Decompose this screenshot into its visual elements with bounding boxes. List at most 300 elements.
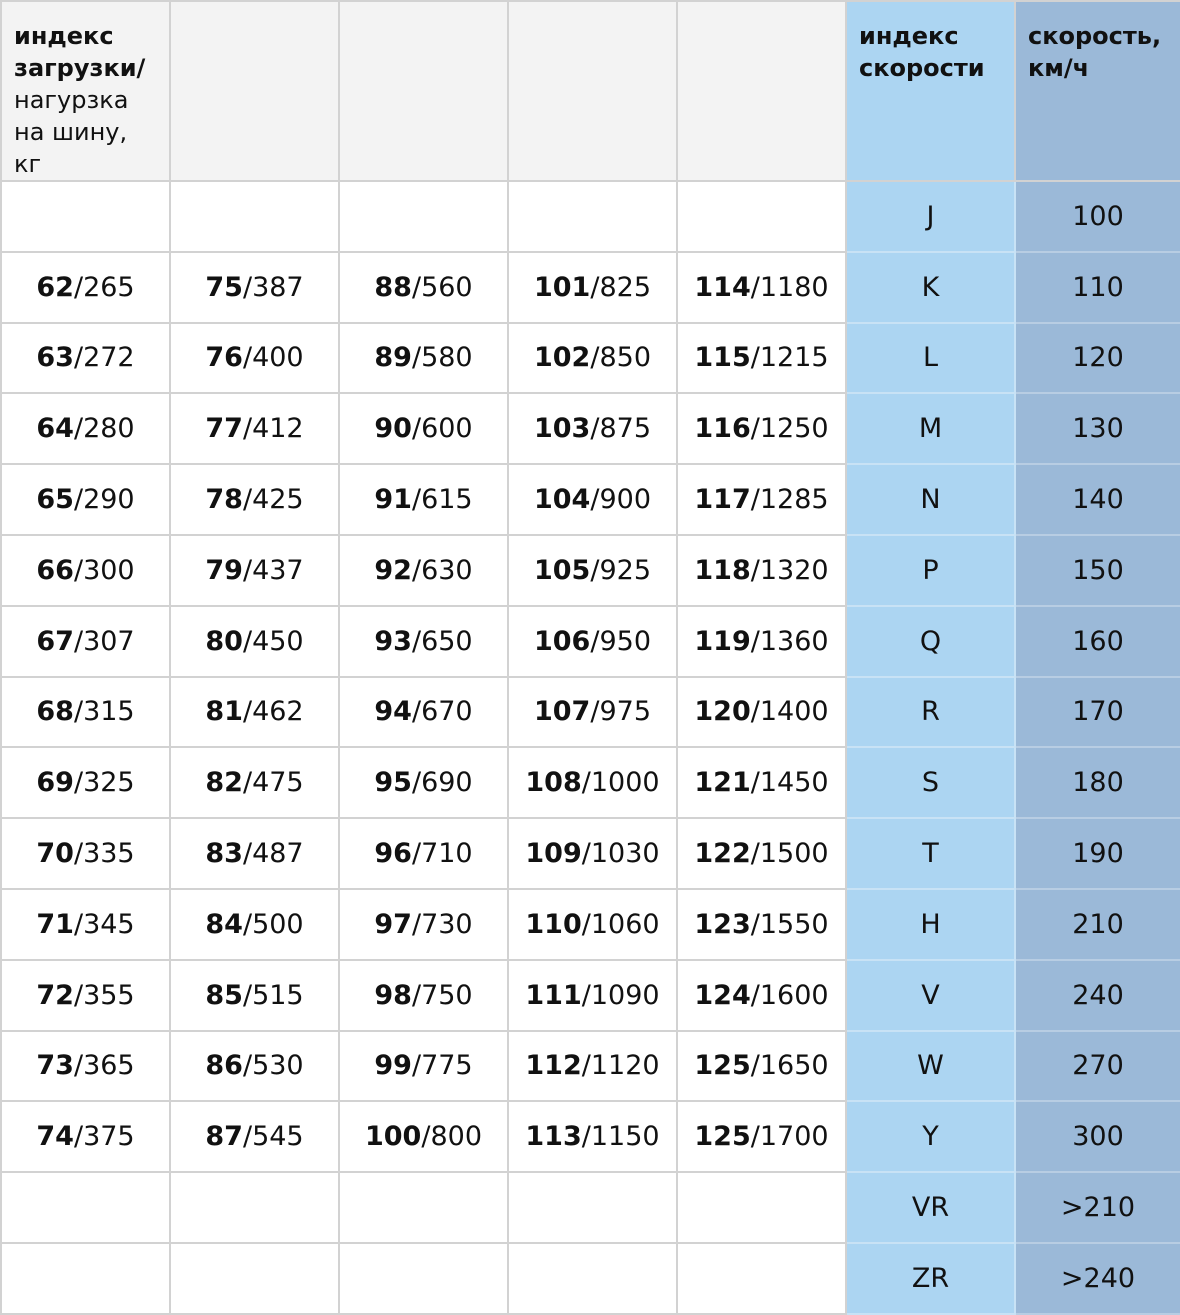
load-cell [1,1031,170,1102]
load-cell [170,677,339,748]
load-index-value: 89 [374,342,412,374]
separator: / [411,413,422,445]
table-row [1,393,1180,464]
load-cell [508,747,677,818]
load-index-value: 111 [525,979,582,1011]
load-index-value: 68 [36,696,74,728]
load-cell [508,606,677,677]
speed-index-header-title: индекс скорости [859,22,985,82]
load-kg-value: 1550 [759,908,829,940]
load-index-header [1,1,170,181]
load-kg-value: 530 [252,1050,304,1082]
load-kg-value: 615 [421,484,473,516]
load-cell [170,747,339,818]
separator: / [750,767,760,799]
separator: / [750,554,760,586]
load-kg-value: 875 [599,413,652,445]
separator: / [750,413,760,445]
load-cell [508,677,677,748]
load-index-value: 88 [374,271,412,303]
speed-index-cell: T [846,818,1015,889]
load-kg-value: 345 [83,908,135,940]
table-row [1,1031,1180,1102]
load-kg-value: 515 [252,979,304,1011]
load-index-value: 86 [205,1050,243,1082]
table-row [1,818,1180,889]
load-index-value: 76 [205,342,243,374]
speed-index-cell: M [846,393,1015,464]
load-cell [170,252,339,323]
load-cell [1,181,170,252]
load-index-value: 125 [694,1121,751,1153]
separator: / [242,696,253,728]
separator: / [590,625,600,657]
load-cell [339,464,508,535]
speed-kmh-cell: 180 [1015,747,1180,818]
separator: / [73,1050,84,1082]
load-index-value: 123 [694,908,751,940]
load-index-value: 77 [205,413,243,445]
separator: / [750,838,760,870]
separator: / [242,554,253,586]
load-cell [339,1172,508,1243]
separator: / [242,1050,253,1082]
speed-kmh-cell: 140 [1015,464,1180,535]
separator: / [581,979,591,1011]
table-row [1,181,1180,252]
load-index-value: 99 [374,1050,412,1082]
load-kg-value: 375 [83,1121,135,1153]
load-kg-value: 450 [252,625,304,657]
load-kg-value: 290 [83,484,135,516]
load-index-value: 85 [205,979,243,1011]
separator: / [411,342,422,374]
load-kg-value: 412 [252,413,304,445]
table-row [1,1243,1180,1314]
load-index-value: 102 [533,342,591,374]
load-kg-value: 1600 [759,979,829,1011]
load-index-value: 105 [533,554,591,586]
load-kg-value: 1400 [759,696,829,728]
load-cell [677,747,846,818]
load-cell [1,818,170,889]
load-kg-value: 560 [421,271,473,303]
load-cell [339,1101,508,1172]
separator: / [73,1121,84,1153]
separator: / [242,413,253,445]
load-cell [339,393,508,464]
separator: / [750,908,760,940]
load-kg-value: 1650 [759,1050,829,1082]
load-index-value: 94 [374,696,412,728]
table-row [1,1172,1180,1243]
load-kg-value: 1120 [590,1050,660,1082]
load-cell [508,889,677,960]
load-index-value: 83 [205,838,243,870]
load-cell [170,323,339,394]
load-kg-value: 325 [83,767,135,799]
table-row [1,1101,1180,1172]
separator: / [242,1121,253,1153]
load-kg-value: 335 [83,838,135,870]
load-cell [170,393,339,464]
separator: / [750,1121,760,1153]
separator: / [421,1121,431,1153]
load-cell [1,1101,170,1172]
separator: / [411,979,422,1011]
load-kg-value: 750 [421,979,473,1011]
load-kg-value: 307 [83,625,135,657]
load-index-value: 100 [364,1121,422,1153]
load-index-value: 74 [36,1121,74,1153]
load-kg-value: 670 [421,696,473,728]
table-row [1,606,1180,677]
load-cell [339,323,508,394]
table-row [1,323,1180,394]
load-kg-value: 775 [421,1050,473,1082]
load-cell [508,252,677,323]
load-index-value: 110 [525,908,582,940]
separator: / [590,413,600,445]
load-cell [508,323,677,394]
load-index-value: 67 [36,625,74,657]
load-kg-value: 500 [252,908,304,940]
load-kg-value: 1060 [590,908,660,940]
load-kg-value: 580 [421,342,473,374]
load-cell [339,677,508,748]
load-index-value: 71 [36,908,74,940]
load-kg-value: 800 [430,1121,483,1153]
load-cell [170,889,339,960]
load-cell [677,393,846,464]
load-index-value: 75 [205,271,243,303]
load-cell [170,1243,339,1314]
speed-kmh-cell: 190 [1015,818,1180,889]
load-kg-value: 400 [252,342,304,374]
load-index-value: 121 [694,767,751,799]
separator: / [242,484,253,516]
speed-index-cell: V [846,960,1015,1031]
load-kg-value: 850 [599,342,652,374]
load-cell [677,1243,846,1314]
load-index-header-subtitle: нагурзка на шину, кг [14,86,129,178]
load-kg-value: 1360 [759,625,829,657]
separator: / [73,342,84,374]
load-kg-value: 600 [421,413,473,445]
speed-kmh-cell: 270 [1015,1031,1180,1102]
load-kg-value: 690 [421,767,473,799]
load-cell [677,1172,846,1243]
speed-index-cell: Q [846,606,1015,677]
load-index-value: 119 [694,625,751,657]
load-index-value: 106 [533,625,591,657]
load-cell [170,606,339,677]
load-cell [1,323,170,394]
load-kg-value: 1150 [590,1121,660,1153]
separator: / [73,696,84,728]
load-index-value: 96 [374,838,412,870]
load-cell [508,1172,677,1243]
separator: / [590,554,600,586]
separator: / [590,271,600,303]
load-cell [1,677,170,748]
load-index-value: 108 [525,767,582,799]
load-index-value: 98 [374,979,412,1011]
load-cell [508,535,677,606]
load-index-value: 120 [694,696,751,728]
speed-kmh-cell: 130 [1015,393,1180,464]
load-kg-value: 475 [252,767,304,799]
load-cell [339,181,508,252]
load-cell [677,889,846,960]
load-index-value: 107 [533,696,591,728]
table-row [1,889,1180,960]
load-cell [508,464,677,535]
load-index-value: 62 [36,271,74,303]
speed-kmh-cell: 210 [1015,889,1180,960]
speed-index-cell: ZR [846,1243,1015,1314]
load-cell [1,535,170,606]
separator: / [581,1050,591,1082]
load-cell [677,181,846,252]
load-cell [1,747,170,818]
load-cell [677,818,846,889]
separator: / [581,1121,591,1153]
separator: / [590,342,600,374]
speed-kmh-cell: 240 [1015,960,1180,1031]
load-kg-value: 437 [252,554,304,586]
load-index-value: 97 [374,908,412,940]
speed-index-cell: W [846,1031,1015,1102]
separator: / [73,554,84,586]
separator: / [750,342,760,374]
load-index-value: 84 [205,908,243,940]
load-cell [170,1031,339,1102]
load-kg-value: 950 [599,625,652,657]
separator: / [242,342,253,374]
load-cell [1,606,170,677]
separator: / [73,838,84,870]
load-kg-value: 650 [421,625,473,657]
separator: / [242,625,253,657]
load-kg-value: 387 [252,271,304,303]
header-empty-cell [677,1,846,181]
speed-index-cell: P [846,535,1015,606]
load-index-value: 66 [36,554,74,586]
speed-kmh-cell: >210 [1015,1172,1180,1243]
load-index-value: 78 [205,484,243,516]
load-cell [170,535,339,606]
separator: / [750,484,760,516]
speed-kmh-cell: 170 [1015,677,1180,748]
load-cell [339,960,508,1031]
load-cell [339,1031,508,1102]
load-kg-value: 1250 [759,413,829,445]
load-index-value: 72 [36,979,74,1011]
load-index-value: 118 [694,554,751,586]
separator: / [411,625,422,657]
load-cell [508,818,677,889]
load-kg-value: 365 [83,1050,135,1082]
separator: / [411,696,422,728]
separator: / [590,696,600,728]
load-cell [677,1101,846,1172]
header-empty-cell [339,1,508,181]
separator: / [73,767,84,799]
speed-index-cell: J [846,181,1015,252]
load-index-value: 91 [374,484,412,516]
load-cell [170,1172,339,1243]
load-kg-value: 1450 [759,767,829,799]
load-cell [677,535,846,606]
speed-index-cell: S [846,747,1015,818]
separator: / [242,271,253,303]
load-index-value: 69 [36,767,74,799]
load-cell [508,960,677,1031]
load-index-value: 104 [533,484,591,516]
load-index-value: 93 [374,625,412,657]
speed-index-cell: R [846,677,1015,748]
table-row [1,464,1180,535]
load-cell [339,1243,508,1314]
separator: / [750,1050,760,1082]
load-cell [170,818,339,889]
load-index-value: 64 [36,413,74,445]
load-cell [339,535,508,606]
speed-kmh-cell: 120 [1015,323,1180,394]
load-index-value: 65 [36,484,74,516]
load-kg-value: 1215 [759,342,829,374]
table-row [1,535,1180,606]
load-index-value: 122 [694,838,751,870]
speed-index-cell: Y [846,1101,1015,1172]
load-cell [508,393,677,464]
load-kg-value: 315 [83,696,135,728]
load-kg-value: 425 [252,484,304,516]
load-cell [339,252,508,323]
load-kg-value: 1700 [759,1121,829,1153]
load-cell [508,1031,677,1102]
speed-kmh-cell: >240 [1015,1243,1180,1314]
separator: / [73,271,84,303]
separator: / [750,271,760,303]
load-kg-value: 825 [599,271,652,303]
separator: / [73,484,84,516]
load-kg-value: 462 [252,696,304,728]
load-kg-value: 900 [599,484,652,516]
load-cell [1,889,170,960]
load-index-value: 95 [374,767,412,799]
load-index-value: 70 [36,838,74,870]
speed-index-cell: N [846,464,1015,535]
speed-kmh-cell: 110 [1015,252,1180,323]
load-index-value: 87 [205,1121,243,1153]
load-index-value: 101 [533,271,591,303]
load-index-value: 114 [694,271,751,303]
separator: / [73,625,84,657]
speed-kmh-cell: 100 [1015,181,1180,252]
load-cell [1,252,170,323]
header-empty-cell [170,1,339,181]
separator: / [581,767,591,799]
load-cell [677,464,846,535]
speed-index-cell: VR [846,1172,1015,1243]
table-row [1,960,1180,1031]
load-cell [170,464,339,535]
load-kg-value: 1090 [590,979,660,1011]
load-index-value: 124 [694,979,751,1011]
load-index-value: 92 [374,554,412,586]
load-kg-value: 1180 [759,271,829,303]
load-cell [339,606,508,677]
speed-kmh-cell: 160 [1015,606,1180,677]
separator: / [242,979,253,1011]
speed-kmh-header [1015,1,1180,181]
separator: / [590,484,600,516]
load-cell [508,181,677,252]
speed-index-header [846,1,1015,181]
speed-kmh-cell: 150 [1015,535,1180,606]
separator: / [581,838,591,870]
separator: / [411,484,422,516]
load-kg-value: 730 [421,908,473,940]
load-index-header-title: индекс загрузки/ [14,22,146,82]
load-cell [1,1243,170,1314]
header-row [1,1,1180,181]
load-kg-value: 1500 [759,838,829,870]
table-body [1,181,1180,1314]
table-row [1,747,1180,818]
load-cell [1,393,170,464]
load-cell [339,747,508,818]
table-row [1,252,1180,323]
load-cell [170,960,339,1031]
load-index-value: 109 [525,838,582,870]
header-empty-cell [508,1,677,181]
separator: / [73,979,84,1011]
load-cell [677,323,846,394]
separator: / [242,838,253,870]
load-kg-value: 925 [599,554,652,586]
speed-index-cell: K [846,252,1015,323]
load-index-value: 82 [205,767,243,799]
separator: / [411,554,422,586]
load-cell [508,1243,677,1314]
load-cell [1,960,170,1031]
load-index-value: 113 [525,1121,582,1153]
load-kg-value: 487 [252,838,304,870]
load-index-value: 79 [205,554,243,586]
load-cell [339,818,508,889]
speed-kmh-header-title: скорость, км/ч [1028,22,1162,82]
separator: / [242,908,253,940]
separator: / [581,908,591,940]
load-index-value: 81 [205,696,243,728]
load-cell [170,181,339,252]
load-kg-value: 975 [599,696,652,728]
separator: / [411,1050,422,1082]
separator: / [750,979,760,1011]
load-kg-value: 272 [83,342,135,374]
load-cell [677,252,846,323]
separator: / [411,271,422,303]
load-kg-value: 1030 [590,838,660,870]
load-kg-value: 355 [83,979,135,1011]
load-index-value: 80 [205,625,243,657]
separator: / [242,767,253,799]
load-kg-value: 1000 [590,767,660,799]
load-kg-value: 710 [421,838,473,870]
